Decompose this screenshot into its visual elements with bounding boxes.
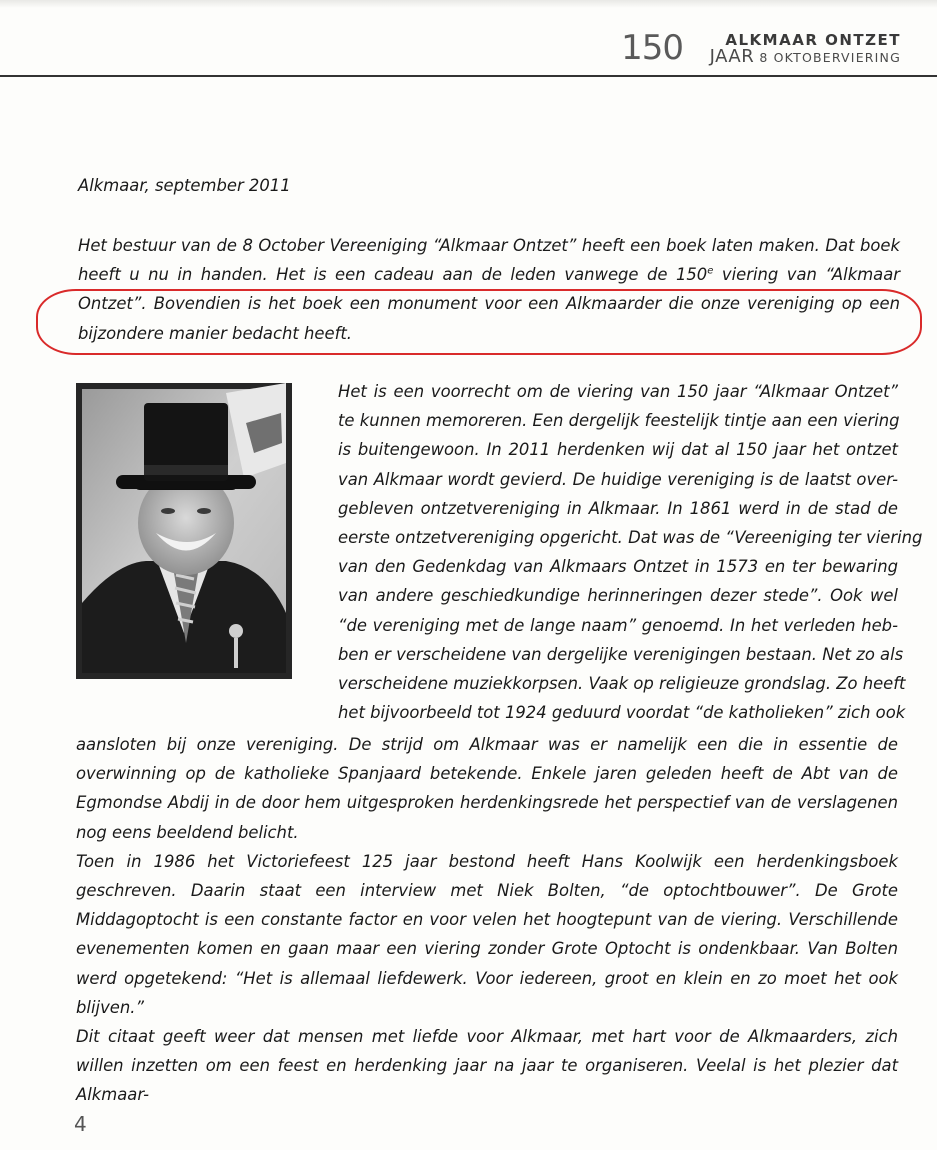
header-number: 150 [621, 28, 683, 68]
header-title: ALKMAAR ONTZET [725, 31, 901, 49]
side-line: van Alkmaar wordt gevierd. De huidige vereniging is de laatst over- [338, 469, 898, 489]
header-jaar: JAAR [709, 46, 755, 67]
intro-text-part2: viering van “Alkmaar Ontzet”. Bovendien is het boek een monument voor een Alkmaarder die onze vereniging op een bijzondere manier bedacht heeft. [78, 265, 900, 343]
side-line: verscheidene muziekkorpsen. Vaak op religieuze grondslag. Zo heeft [338, 674, 906, 694]
date-line: Alkmaar, september 2011 [78, 176, 291, 195]
body-paragraph-2: Toen in 1986 het Victoriefeest 125 jaar bestond heeft Hans Koolwijk een herdenkingsboek geschreven. Daarin staat een interview met Niek Bolten, “de optochtbouwer”. De Grote Middagoptocht is een constante factor en voor velen het hoogtepunt van de viering. Verschillende evenementen komen en gaan maar een viering zonder Grote Optocht is ondenkbaar. Van Bolten werd opgetekend: “Het is allemaal liefdewerk. Voor iedereen, groot en klein en zo moet het ook blijven.” [76, 851, 898, 1017]
portrait-illustration [76, 383, 292, 679]
side-line: van den Gedenkdag van Alkmaars Ontzet in 1573 en ter bewaring [338, 557, 898, 577]
portrait-photo [76, 383, 292, 679]
body-paragraphs [76, 730, 898, 1110]
body-paragraph-3: Dit citaat geeft weer dat mensen met liefde voor Alkmaar, met hart voor de Alkmaarders, zich willen inzetten om een feest en herdenking jaar na jaar te organiseren. Veelal is het plezier dat Alkmaar- [76, 1027, 898, 1105]
side-line: gebleven ontzetvereniging in Alkmaar. In 1861 werd in de stad de [338, 498, 898, 518]
intro-text-part1: Het bestuur van de 8 October Vereeniging “Alkmaar Ontzet” heeft een boek laten maken. Dat boek heeft u nu in handen. Het is een cadeau aan de leden vanwege de 150 [78, 236, 900, 285]
page-top-shadow [0, 0, 937, 8]
side-lines [338, 377, 923, 727]
side-line: te kunnen memoreren. Een dergelijk feestelijk tintje aan een viering [338, 411, 900, 431]
red-highlight-ellipse [36, 289, 922, 355]
body-paragraph-1: aansloten bij onze vereniging. De strijd om Alkmaar was er namelijk een die in essentie de overwinning op de katholieke Spanjaard betekende. Enkele jaren geleden heeft de Abt van de Egmondse Abdij in de door hem uitgesproken herdenkingsrede het perspectief van de verslagenen nog eens beeldend belicht. [76, 735, 898, 842]
side-line: ben er verscheidene van dergelijke verenigingen bestaan. Net zo als [338, 644, 904, 664]
side-line: is buitengewoon. In 2011 herdenken wij dat al 150 jaar het ontzet [338, 440, 898, 460]
side-line: het bijvoorbeeld tot 1924 geduurd voordat “de katholieken” zich ook [338, 703, 906, 723]
side-line: Het is een voorrecht om de viering van 150 jaar “Alkmaar Ontzet” [338, 382, 898, 401]
side-paragraph [338, 377, 923, 727]
side-line: eerste ontzetvereniging opgericht. Dat was de “Vereeniging ter viering [338, 528, 923, 548]
header-subtitle [710, 46, 901, 67]
page-number: 4 [74, 1112, 87, 1136]
side-line: “de vereniging met de lange naam” genoemd. In het verleden heb- [338, 615, 898, 635]
header-rule [0, 75, 937, 77]
intro-superscript: e [707, 265, 714, 277]
header-subtitle-rest: 8 OKTOBERVIERING [759, 50, 901, 65]
side-line: van andere geschiedkundige herinneringen dezer stede”. Ook wel [338, 586, 898, 606]
